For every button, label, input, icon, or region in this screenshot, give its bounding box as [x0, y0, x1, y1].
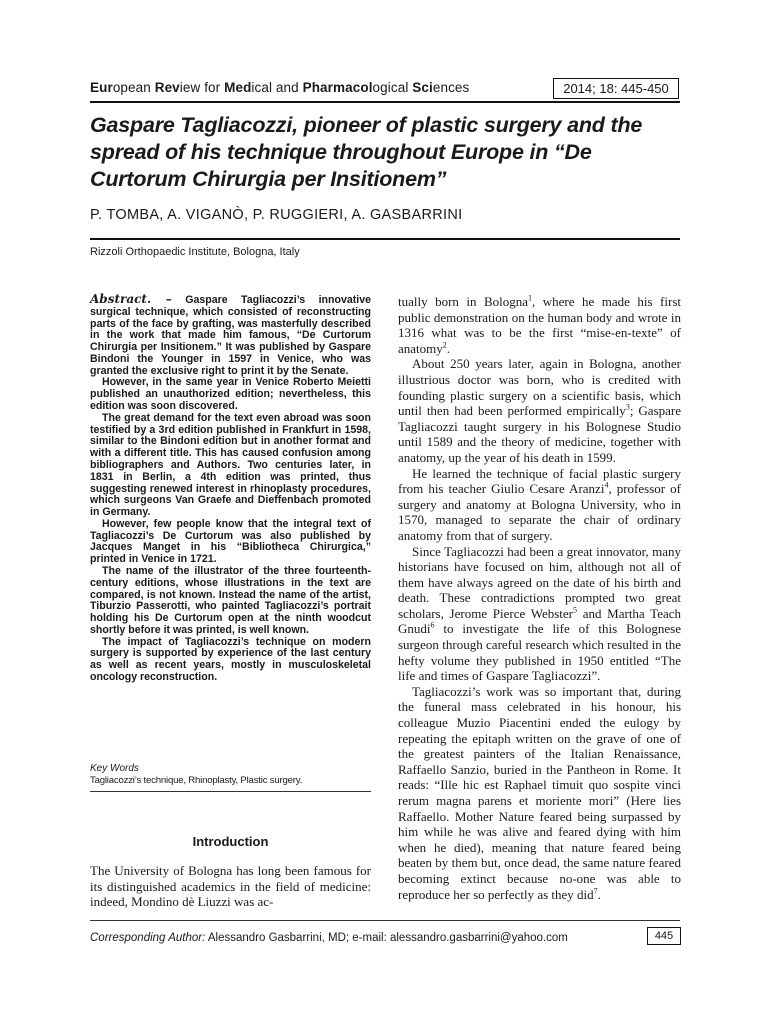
- abstract-paragraph: The name of the illustrator of the three fourteenth-century editions, whose illustrations in the text are compared, is not known. Instead the name of the artist, Tiburzio Passerotti, who painted Tagliacozzi’s portrait holding his De Curtorum open at the ninth woodcut shortly before it was printed, is well known.: [90, 564, 371, 636]
- reference-number: 4: [604, 480, 609, 490]
- abstract-paragraph: Abstract. – Gaspare Tagliacozzi’s innovative surgical technique, which consisted of reconstructing parts of the face by grafting, was masterfully described in the work that made him famous, “De Curtorum Chirurgia per Insitionem.” It was published by Gaspare Bindoni the Younger in 1597 in Venice, who was granted the exclusive right to print it by the Senate.: [90, 292, 371, 377]
- body-paragraph: He learned the technique of facial plastic surgery from his teacher Giulio Cesare Aranzi$^4$, professor of surgery and anatomy at Bologna University, who in 1570, managed to separate the chair of ordinary anatomy from that of surgery.: [398, 465, 681, 543]
- abstract-paragraph: The impact of Tagliacozzi’s technique on modern surgery is supported by experience of the last century as well as recent years, mostly in musculoskeletal oncology reconstruction.: [90, 635, 371, 683]
- reference-number: 1: [528, 293, 533, 303]
- keywords-text: Tagliacozzi’s technique, Rhinoplasty, Plastic surgery.: [90, 775, 303, 786]
- page-number: 445: [647, 927, 681, 945]
- body-paragraph: Tagliacozzi’s work was so important that, during the funeral mass celebrated in his honour, his colleague Muzio Piacentini ended the eulogy by repeating the epitaph written on the grave of one of the greatest painters of the Italian Renaissance, Raffaello Sanzio, buried in the Pantheon in Rome. It reads: “Ille hic est Raphael timuit quo sospite vinci rerum magna parens et moriente mori” (Here lies Raffaello. Mother Nature feared being surpassed by him while he was alive and feared dying with him when he died), meaning that nature feared being beaten by them but, once dead, the same nature feared becoming extinct because no-one was able to reproduce her so perfectly as they did$^7$.: [398, 683, 681, 902]
- journal-name: European Review for Medical and Pharmacological Sciences: [90, 80, 470, 95]
- abstract-paragraph: However, in the same year in Venice Roberto Meietti published an unauthorized edition; nevertheless, this edition was soon discovered.: [90, 376, 371, 413]
- header-rule: [90, 101, 680, 103]
- authors: P. TOMBA, A. VIGANÒ, P. RUGGIERI, A. GASBARRINI: [90, 207, 463, 223]
- affiliation: Rizzoli Orthopaedic Institute, Bologna, Italy: [90, 246, 300, 258]
- reference-number: 6: [430, 621, 435, 631]
- keywords-rule: [90, 791, 371, 792]
- citation-box: 2014; 18: 445-450: [553, 78, 679, 99]
- footer-rule: [90, 920, 680, 921]
- body-paragraph: About 250 years later, again in Bologna, another illustrious doctor was born, who is credited with founding plastic surgery on a scientific basis, which until then had been performed empirically$^3$; Gaspare Tagliacozzi taught surgery in his Bolognese Studio until 1589 and the theory of medicine, together with anatomy, up the year of his death in 1599.: [398, 356, 681, 465]
- corresponding-author: Corresponding Author: Alessandro Gasbarrini, MD; e-mail: alessandro.gasbarrini@yahoo.com: [90, 932, 568, 944]
- reference-number: 5: [573, 605, 577, 615]
- introduction-text: The University of Bologna has long been famous for its distinguished academics in the field of medicine: indeed, Mondino dè Liuzzi was ac-: [90, 863, 371, 910]
- introduction-heading: Introduction: [192, 834, 269, 849]
- right-column: [398, 294, 681, 902]
- reference-number: 3: [625, 402, 630, 412]
- body-paragraph: tually born in Bologna$^1$, where he made his first public demonstration on the human body and wrote in 1316 what was to be the first “mise-en-texte” of anatomy$^2$.: [398, 293, 681, 356]
- reference-number: 7: [593, 886, 598, 896]
- abstract-heading: Abstract. –: [90, 292, 172, 306]
- keywords-heading: Key Words: [90, 763, 139, 774]
- reference-number: 2: [442, 340, 447, 350]
- abstract-paragraph: However, few people know that the integral text of Tagliacozzi’s De Curtorum was also published by Jacques Manget in his “Bibliotheca Chirurgica,” printed in Venice in 1721.: [90, 517, 371, 566]
- article-title: Gaspare Tagliacozzi, pioneer of plastic surgery and the spread of his technique throughout Europe in “De Curtorum Chirurgia per Insitionem”: [90, 113, 643, 191]
- authors-rule: [90, 238, 680, 240]
- abstract-paragraph: The great demand for the text even abroad was soon testified by a 3rd edition published in Frankfurt in 1598, similar to the Bindoni edition but in another format and with a different title. This has caused confusion among bibliographers and Authors. Two centuries later, in 1831 in Berlin, a 4th edition was printed, thus suggesting renewed interest in rhinoplasty procedures, which surgeons Van Graefe and Dieffenbach promoted in Germany.: [90, 411, 371, 519]
- abstract: [90, 294, 371, 684]
- body-paragraph: Since Tagliacozzi had been a great innovator, many historians have focused on him, although not all of them have always agreed on the date of his birth and death. These contradictions prompted two great scholars, Jerome Pierce Webster$^5$ and Martha Teach Gnudi$^6$ to investigate the life of this Bolognese surgeon through careful research which resulted in the hefty volume they published in 1950 entitled “The life and times of Gaspare Tagliacozzi”.: [398, 543, 682, 684]
